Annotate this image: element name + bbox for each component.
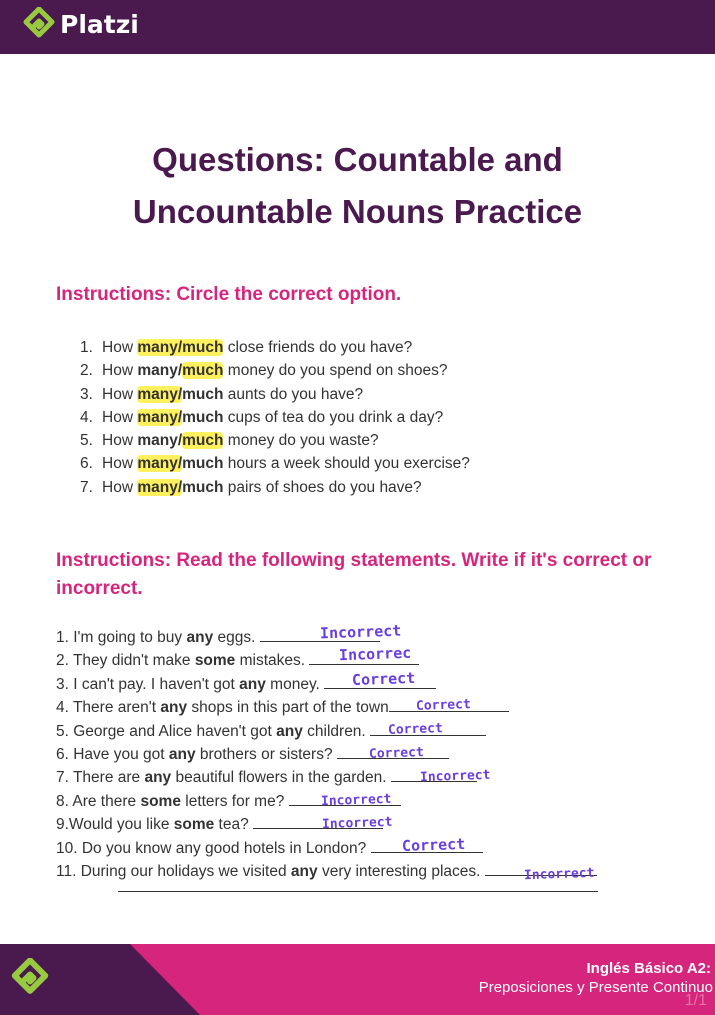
statement-item: 8. Are there some letters for me? Incorrect <box>56 790 597 813</box>
circle-question-list <box>80 336 470 499</box>
statement-item: 10. Do you know any good hotels in London? Correct <box>56 837 597 860</box>
title-line-1: Questions: Countable and <box>152 141 563 178</box>
question-item: 7. How many/much pairs of shoes do you have? <box>80 478 422 496</box>
question-item: 3. How many/much aunts do you have? <box>80 385 364 403</box>
handwritten-answer: Incorrect <box>523 865 595 884</box>
handwritten-answer: Incorrect <box>320 791 392 809</box>
instructions-correct-incorrect: Instructions: Read the following statements. Write if it's correct or incorrect. <box>56 550 652 599</box>
brand-name: Platzi <box>60 9 139 39</box>
statement-item: 7. There are any beautiful flowers in the garden. Incorrect <box>56 766 597 789</box>
handwritten-answer: Correct <box>368 745 425 762</box>
statement-item: 2. They didn't make some mistakes. Incorrec <box>56 649 597 672</box>
statement-item: 5. George and Alice haven't got any children. Correct <box>56 720 597 743</box>
header-bar <box>0 0 715 54</box>
page-title <box>0 134 715 238</box>
handwritten-answer: Incorrec <box>338 644 412 665</box>
handwritten-answer: Incorrect <box>319 621 402 643</box>
highlighted-answer: many/ <box>137 455 183 473</box>
instructions-circle: Instructions: Circle the correct option. <box>56 284 402 305</box>
statement-item: 11. During our holidays we visited any very interesting places. Incorrect <box>56 860 597 883</box>
handwritten-answer: Correct <box>351 668 416 689</box>
highlighted-answer: many/ <box>137 478 183 496</box>
highlighted-answer: many/much <box>137 339 224 356</box>
handwritten-answer: Correct <box>415 697 472 715</box>
statement-item: 3. I can't pay. I haven't got any money. Correct <box>56 673 597 696</box>
question-item: 6. How many/much hours a week should you exercise? <box>80 455 470 473</box>
page-number: 1/1 <box>684 992 707 1009</box>
statement-item: 4. There aren't any shops in this part of the town Correct <box>56 696 597 719</box>
handwritten-answer: Incorrect <box>419 768 491 786</box>
question-item: 4. How many/much cups of tea do you drink a day? <box>80 408 444 426</box>
highlighted-answer: many/ <box>137 385 183 403</box>
question-item: 5. How many/much money do you waste? <box>80 432 379 450</box>
platzi-footer-logo-icon <box>10 958 50 998</box>
statement-list <box>56 621 597 884</box>
statement-item: 6. Have you got any brothers or sisters? Correct <box>56 743 597 766</box>
handwritten-answer: Incorrect <box>321 814 393 833</box>
handwritten-answer: Correct <box>401 834 466 855</box>
highlighted-answer: many/ <box>137 408 183 426</box>
highlighted-answer: much <box>182 432 224 450</box>
statement-item: 9.Would you like some tea? Incorrect <box>56 813 597 836</box>
course-subtitle: Preposiciones y Presente Continuo <box>478 979 713 996</box>
platzi-logo-icon <box>22 7 56 41</box>
handwritten-answer: Correct <box>387 720 444 738</box>
question-item: 1. How many/much close friends do you have? <box>80 339 413 356</box>
title-line-2: Uncountable Nouns Practice <box>132 193 583 230</box>
platzi-logo[interactable] <box>22 7 139 41</box>
course-title: Inglés Básico A2: <box>586 960 711 977</box>
highlighted-answer: much <box>182 362 224 380</box>
answer-line-11 <box>118 891 598 892</box>
question-item: 2. How many/much money do you spend on shoes? <box>80 362 448 380</box>
statement-item: 1. I'm going to buy any eggs. Incorrect <box>56 621 402 646</box>
